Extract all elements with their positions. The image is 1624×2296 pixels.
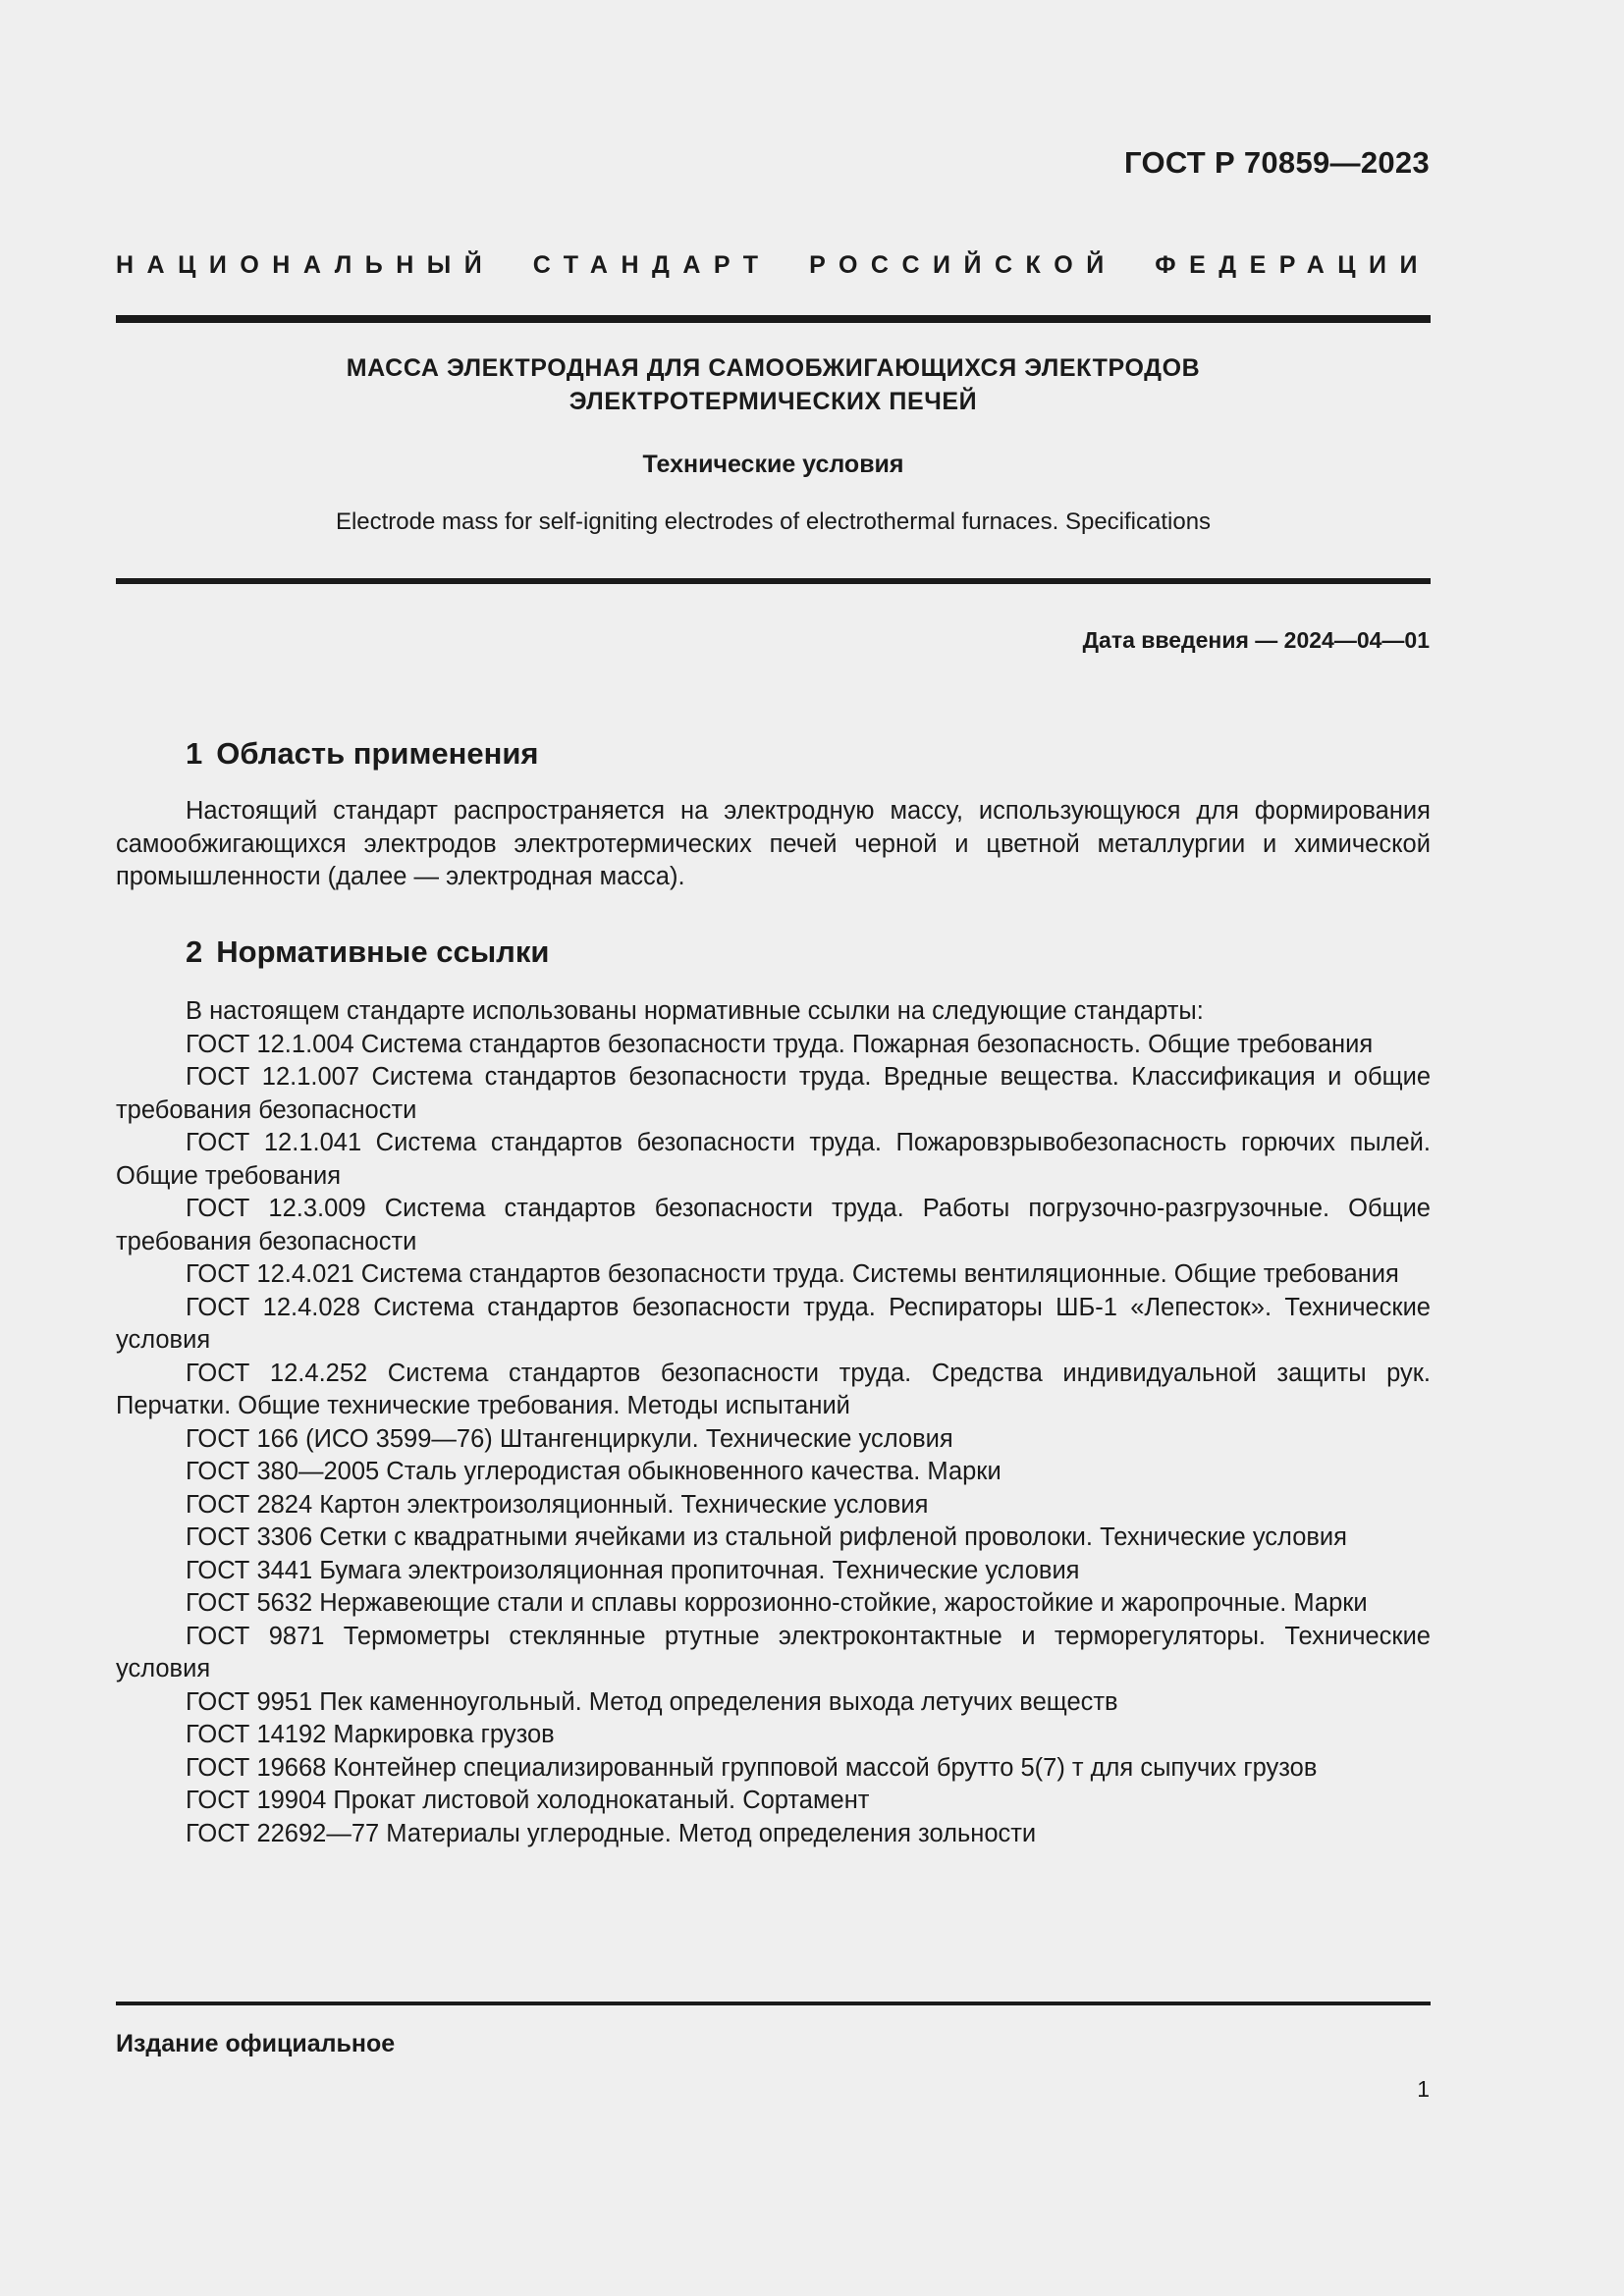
section-title: Область применения: [216, 736, 539, 771]
reference-item: ГОСТ 12.4.021 Система стандартов безопасности труда. Системы вентиляционные. Общие требования: [186, 1260, 1399, 1288]
reference-item: ГОСТ 12.3.009 Система стандартов безопасности труда. Работы погрузочно-разгрузочные. Общие требования безопасности: [116, 1195, 1431, 1255]
reference-item: ГОСТ 22692—77 Материалы углеродные. Метод определения зольности: [186, 1819, 1037, 1847]
document-subtitle: Технические условия: [642, 451, 904, 478]
references-lead: В настоящем стандарте использованы нормативные ссылки на следующие стандарты:: [186, 997, 1204, 1025]
section-1-text: Настоящий стандарт распространяется на электродную массу, использующуюся для формирования самообжигающихся электродов электротермических печей черной и цветной металлургии и химической промышленности (далее — электродная масса).: [116, 797, 1431, 890]
section-1-heading: [186, 736, 539, 772]
title-line-1: МАССА ЭЛЕКТРОДНАЯ ДЛЯ САМООБЖИГАЮЩИХСЯ ЭЛЕКТРОДОВ: [346, 354, 1201, 382]
official-edition-label: Издание официальное: [116, 2030, 396, 2057]
section-2-heading: [186, 934, 549, 970]
reference-item: ГОСТ 12.4.028 Система стандартов безопасности труда. Респираторы ШБ-1 «Лепесток». Технические условия: [116, 1293, 1431, 1354]
reference-item: ГОСТ 19904 Прокат листовой холоднокатаный. Сортамент: [186, 1787, 870, 1814]
introduction-date: Дата введения — 2024—04—01: [1082, 627, 1430, 653]
reference-item: ГОСТ 3441 Бумага электроизоляционная пропиточная. Технические условия: [186, 1556, 1080, 1584]
reference-item: ГОСТ 380—2005 Сталь углеродистая обыкновенного качества. Марки: [186, 1458, 1001, 1485]
reference-item: ГОСТ 9951 Пек каменноугольный. Метод определения выхода летучих веществ: [186, 1687, 1118, 1716]
top-divider: [116, 315, 1431, 323]
section-number: 1: [186, 736, 203, 771]
section-title: Нормативные ссылки: [216, 934, 550, 969]
title-divider: [116, 578, 1431, 584]
reference-item: ГОСТ 14192 Маркировка грузов: [186, 1721, 555, 1748]
national-standard-banner: НАЦИОНАЛЬНЫЙ СТАНДАРТ РОССИЙСКОЙ ФЕДЕРАЦИИ: [116, 251, 1431, 279]
english-title: Electrode mass for self-igniting electrodes of electrothermal furnaces. Specifications: [335, 508, 1212, 535]
reference-item: ГОСТ 12.1.004 Система стандартов безопасности труда. Пожарная безопасность. Общие требования: [186, 1030, 1374, 1058]
standard-designation: ГОСТ Р 70859—2023: [1124, 145, 1430, 180]
reference-item: ГОСТ 9871 Термометры стеклянные ртутные электроконтактные и терморегуляторы. Технические условия: [116, 1622, 1431, 1682]
footer-divider: [116, 2002, 1431, 2005]
reference-item: ГОСТ 166 (ИСО 3599—76) Штангенциркули. Технические условия: [186, 1424, 953, 1453]
normative-references-list: [116, 995, 1431, 1850]
reference-item: ГОСТ 12.1.041 Система стандартов безопасности труда. Пожаровзрывобезопасность горючих пылей. Общие требования: [116, 1129, 1431, 1190]
reference-item: ГОСТ 5632 Нержавеющие стали и сплавы коррозионно-стойкие, жаростойкие и жаропрочные. Марки: [186, 1589, 1368, 1617]
reference-item: ГОСТ 3306 Сетки с квадратными ячейками из стальной рифленой проволоки. Технические условия: [186, 1523, 1347, 1551]
page-number: 1: [1417, 2076, 1430, 2102]
reference-item: ГОСТ 2824 Картон электроизоляционный. Технические условия: [186, 1490, 929, 1519]
reference-item: ГОСТ 12.1.007 Система стандартов безопасности труда. Вредные вещества. Классификация и общие требования безопасности: [116, 1063, 1431, 1124]
section-number: 2: [186, 934, 203, 969]
document-title: [116, 351, 1431, 418]
title-line-2: ЭЛЕКТРОТЕРМИЧЕСКИХ ПЕЧЕЙ: [568, 388, 978, 415]
reference-item: ГОСТ 19668 Контейнер специализированный групповой массой брутто 5(7) т для сыпучих грузов: [186, 1753, 1318, 1782]
reference-item: ГОСТ 12.4.252 Система стандартов безопасности труда. Средства индивидуальной защиты рук. Перчатки. Общие технические требования. Методы испытаний: [116, 1359, 1431, 1419]
